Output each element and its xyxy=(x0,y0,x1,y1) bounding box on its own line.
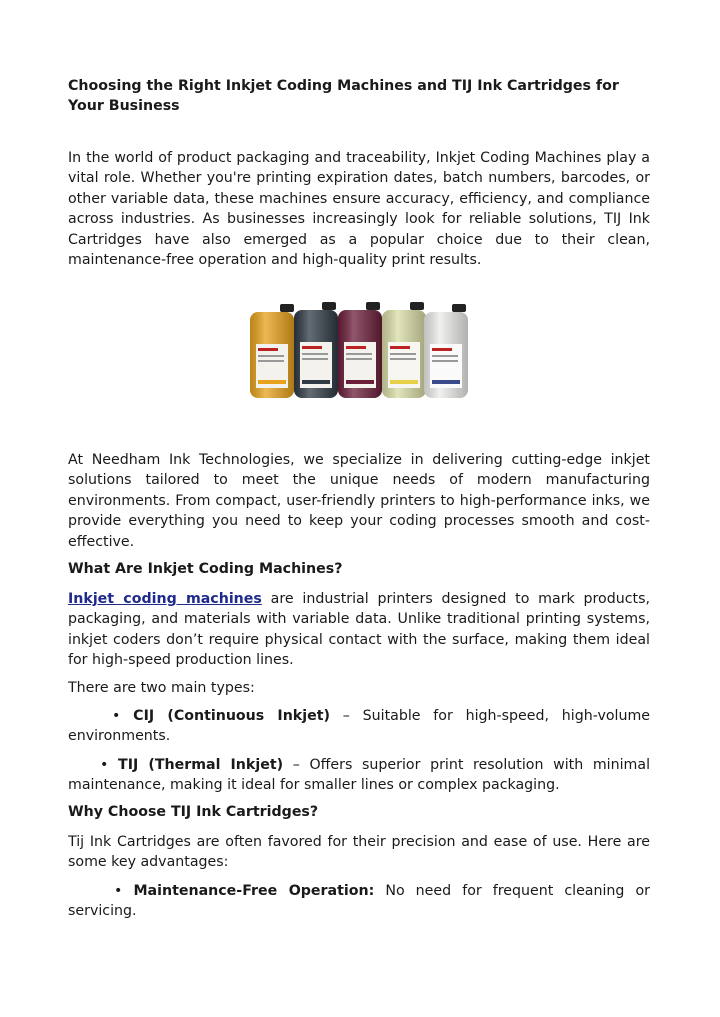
ink-bottles-illustration xyxy=(248,300,470,404)
bottle-white xyxy=(424,304,468,398)
bullet-maintenance-free xyxy=(68,881,650,922)
inkjet-machines-text: are industrial printers designed to mark products, packaging, and materials with variable data. Unlike traditional printing systems, inkjet coders don’t require physical contact with the surface, making them ideal for high-speed production lines. xyxy=(68,591,650,669)
section-heading-inkjet-machines: What Are Inkjet Coding Machines? xyxy=(68,561,343,577)
bullet-marker: • xyxy=(100,757,109,773)
tij-term: TIJ (Thermal Inkjet) xyxy=(118,757,284,773)
inkjet-machines-paragraph xyxy=(68,589,650,671)
document-title: Choosing the Right Inkjet Coding Machines and TIJ Ink Cartridges for Your Business xyxy=(68,78,619,114)
tij-description: – Offers superior print resolution with minimal maintenance, making it ideal for smaller lines or complex packaging. xyxy=(68,757,651,794)
types-intro: There are two main types: xyxy=(68,680,255,696)
company-paragraph: At Needham Ink Technologies, we specialize in delivering cutting-edge inkjet solutions tailored to meet the unique needs of modern manufacturing environments. From compact, user-friendly printers to high-performance inks, we provide everything you need to keep your coding processes smooth and cost-effective. xyxy=(68,452,650,550)
maintenance-free-description: No need for frequent cleaning or servicing. xyxy=(68,883,650,920)
bullet-marker: • xyxy=(112,708,121,724)
bottle-red xyxy=(338,302,382,398)
intro-paragraph: In the world of product packaging and traceability, Inkjet Coding Machines play a vital role. Whether you're printing expiration dates, batch numbers, barcodes, or other variable data, these machines ensure accuracy, efficiency, and compliance across industries. As businesses increasingly look for reliable solutions, TIJ Ink Cartridges have also emerged as a popular choice due to their clean, maintenance-free operation and high-quality print results. xyxy=(68,150,650,269)
maintenance-free-term: Maintenance-Free Operation: xyxy=(133,883,375,899)
bottle-yellow xyxy=(250,304,294,398)
bottle-black xyxy=(294,302,338,398)
tij-cartridges-paragraph: Tij Ink Cartridges are often favored for their precision and ease of use. Here are some key advantages: xyxy=(68,834,650,871)
section-heading-tij-cartridges: Why Choose TIJ Ink Cartridges? xyxy=(68,804,319,820)
bullet-tij xyxy=(68,755,650,796)
bottle-pale-yellow xyxy=(382,302,426,398)
cij-description: – Suitable for high-speed, high-volume environments. xyxy=(68,708,651,745)
bullet-marker: • xyxy=(114,883,123,899)
inkjet-coding-machines-link[interactable]: Inkjet coding machines xyxy=(68,591,262,607)
ink-bottles-image xyxy=(248,300,470,404)
bullet-cij xyxy=(68,706,650,747)
cij-term: CIJ (Continuous Inkjet) xyxy=(133,708,330,724)
